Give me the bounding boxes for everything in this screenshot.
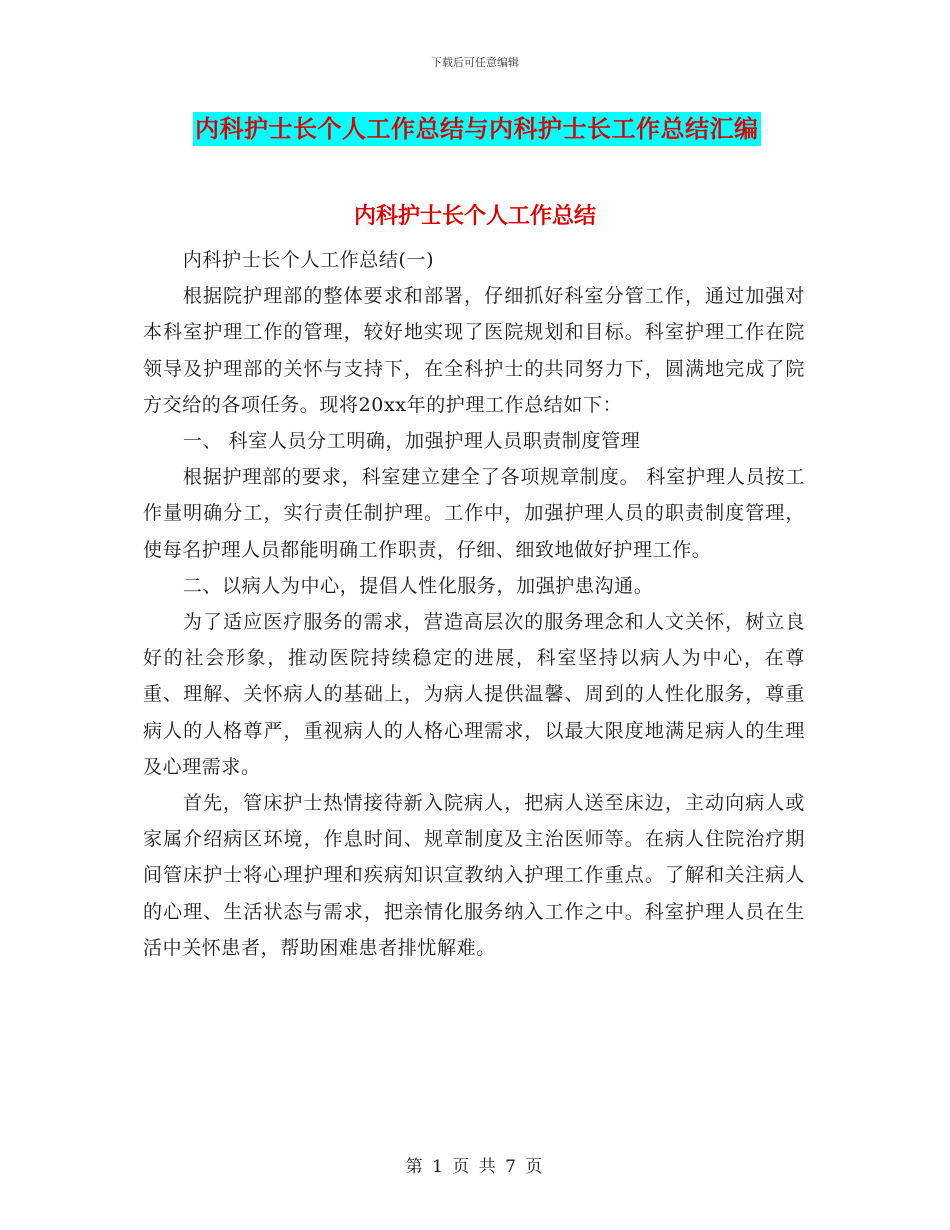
paragraph: 为了适应医疗服务的需求，营造高层次的服务理念和人文关怀，树立良好的社会形象，推动医院持续稳定的进展，科室坚持以病人为中心，在尊重、理解、关怀病人的基础上，为病人提供温馨、周到的人性化服务，尊重病人的人格尊严，重视病人的人格心理需求，以最大限度地满足病人的生理及心理需求。 (143, 611, 805, 778)
section-heading-2: 二、以病人为中心，提倡人性化服务，加强护患沟通。 (182, 574, 654, 597)
header-note: 下载后可任意编辑 (431, 56, 519, 69)
main-title: 内科护士长个人工作总结与内科护士长工作总结汇编 (193, 112, 761, 146)
paragraph: 根据院护理部的整体要求和部署，仔细抓好科室分管工作，通过加强对本科室护理工作的管理，较好地实现了医院规划和目标。科室护理工作在院领导及护理部的关怀与支持下，在全科护士的共同努力下，圆满地完成了院方交给的各项任务。现将20xx年的护理工作总结如下： (143, 285, 805, 416)
paragraph: 首先，管床护士热情接待新入院病人，把病人送至床边，主动向病人或家属介绍病区环境，作息时间、规章制度及主治医师等。在病人住院治疗期间管床护士将心理护理和疾病知识宣教纳入护理工作重点。了解和关注病人的心理、生活状态与需求，把亲情化服务纳入工作之中。科室护理人员在生活中关怀患者，帮助困难患者排忧解难。 (143, 792, 805, 959)
paragraph-heading: 内科护士长个人工作总结(一) (182, 249, 435, 271)
section-heading-1: 一、 科室人员分工明确，加强护理人员职责制度管理 (182, 430, 641, 453)
sub-title: 内科护士长个人工作总结 (353, 204, 596, 229)
paragraph: 根据护理部的要求，科室建立建全了各项规章制度。 科室护理人员按工作量明确分工，实行责任制护理。工作中，加强护理人员的职责制度管理，使每名护理人员都能明确工作职责，仔细、细致地做好护理工作。 (143, 466, 805, 561)
page-footer: 第 1 页 共 7 页 (405, 1157, 545, 1177)
document-body (143, 220, 805, 966)
